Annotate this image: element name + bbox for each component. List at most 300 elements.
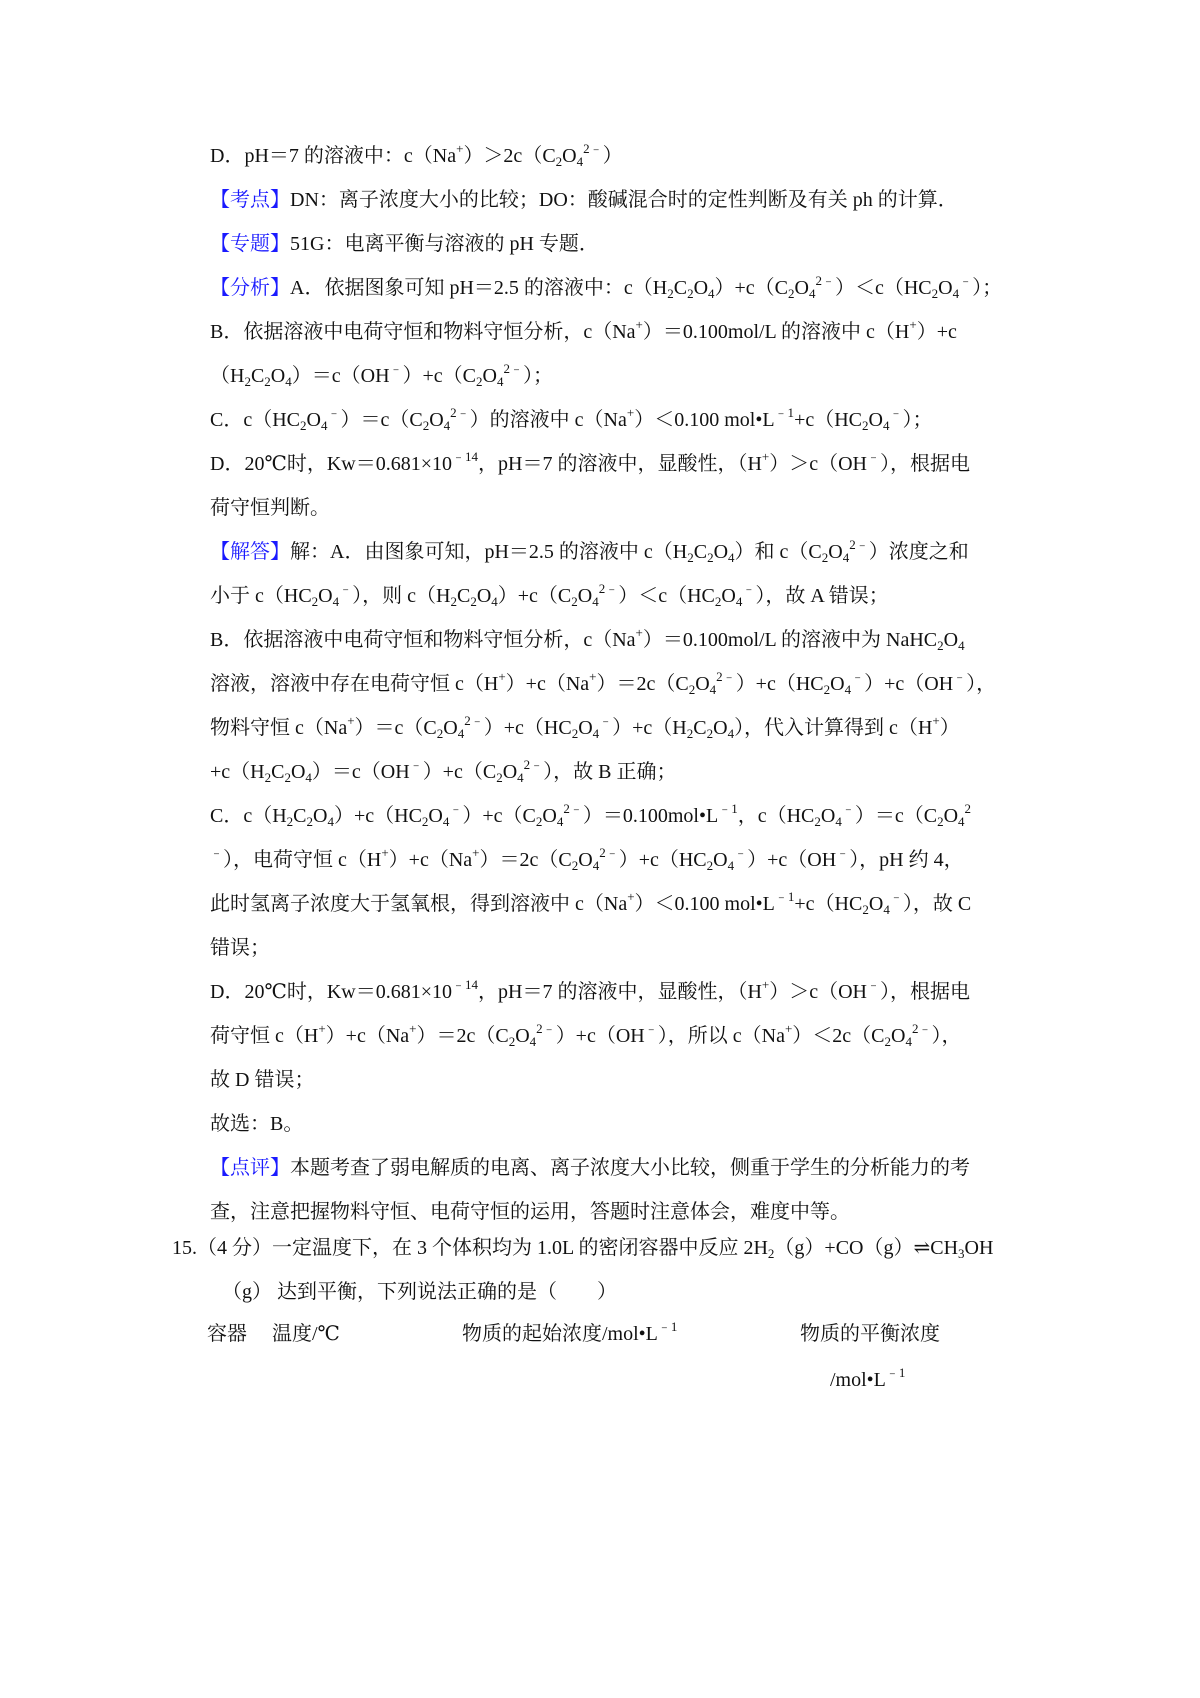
superscript: ﹣ — [599, 713, 613, 728]
line-answer — [210, 1110, 303, 1138]
text-run: O — [306, 409, 321, 431]
th-initial-conc-sup: ﹣1 — [657, 1319, 678, 1334]
superscript: + — [626, 405, 635, 420]
text-run: B．依据溶液中电荷守恒和物料守恒分析，c（Na — [210, 321, 636, 343]
text-run: 荷守恒判断。 — [210, 497, 330, 519]
text-run: 错误； — [210, 937, 270, 959]
line-zhuanti — [210, 230, 599, 258]
th-equilibrium-unit — [830, 1366, 905, 1394]
text-run: O — [290, 761, 306, 783]
section-tag: 【专题】 — [210, 233, 290, 255]
text-run: C — [673, 277, 688, 299]
subscript: 4 — [285, 374, 292, 389]
subscript: 4 — [835, 814, 842, 829]
subscript: 2 — [450, 594, 457, 609]
line-jieda-c1 — [210, 802, 971, 830]
text-run: ）+c（C — [402, 365, 477, 387]
subscript: 2 — [571, 858, 579, 873]
text-run: ）＝0.100mol•L — [582, 805, 719, 827]
text-run: O — [943, 629, 959, 651]
text-run: ）＜2c（C — [792, 1025, 885, 1047]
text-run: ）＝0.100mol/L 的溶液中 c（H — [642, 321, 910, 343]
subscript: 4 — [958, 814, 965, 829]
text-run: ）＝c（C — [340, 409, 423, 431]
subscript: 4 — [883, 902, 890, 917]
line-jieda-c4 — [210, 934, 270, 962]
superscript: ﹣ — [339, 581, 353, 596]
subscript: 2 — [421, 814, 429, 829]
text-run: O — [429, 409, 444, 431]
subscript: 2 — [571, 594, 578, 609]
text-run: D．pH＝7 的溶液中：c（Na — [210, 145, 457, 167]
subscript: 4 — [842, 550, 850, 565]
text-run: ），故 C — [902, 893, 972, 915]
th-temperature: 温度/℃ — [272, 1323, 340, 1345]
superscript: + — [627, 889, 635, 904]
superscript: ﹣1 — [774, 889, 795, 904]
subscript: 2 — [937, 638, 944, 653]
text-run: ），故 B 正确； — [543, 761, 677, 783]
text-run: C — [693, 541, 708, 563]
th-initial-conc-text: 物质的起始浓度/mol•L — [462, 1323, 658, 1345]
text-run: O — [868, 893, 884, 915]
line-dianping-1 — [210, 1154, 970, 1182]
text-run: ，pH＝7 的溶液中，显酸性，（H — [478, 453, 762, 475]
text-run: DN：离子浓度大小的比较；DO：酸碱混合时的定性判断及有关 ph 的计算． — [290, 189, 958, 211]
text-run: ）+c（Na — [388, 849, 473, 871]
subscript: 4 — [592, 858, 600, 873]
text-run: O — [578, 849, 593, 871]
subscript: 2 — [571, 726, 579, 741]
section-tag: 【分析】 — [210, 277, 290, 299]
text-run: ，pH＝7 的溶液中，显酸性，（H — [478, 981, 762, 1003]
superscript: ﹣ — [867, 977, 881, 992]
subscript: 4 — [844, 682, 852, 697]
subscript: 2 — [884, 1034, 892, 1049]
text-run: O — [476, 585, 492, 607]
text-run: 解：A．由图象可知，pH＝2.5 的溶液中 c（H — [290, 541, 688, 563]
subscript: 2 — [687, 286, 694, 301]
text-run: ）； — [523, 365, 553, 387]
text-run: C — [456, 585, 471, 607]
subscript: 4 — [305, 770, 312, 785]
text-run: ）＝2c（C — [596, 673, 689, 695]
text-run: 本题考查了弱电解质的电离、离子浓度大小比较，侧重于学生的分析能力的考 — [290, 1157, 970, 1179]
superscript: + — [635, 317, 643, 332]
superscript: ﹣ — [644, 1021, 658, 1036]
th-equilibrium-conc: 物质的平衡浓度 — [800, 1323, 940, 1345]
text-run: O — [938, 277, 953, 299]
superscript: 2﹣ — [599, 845, 619, 860]
subscript: 2 — [687, 550, 694, 565]
superscript: ﹣14 — [451, 977, 478, 992]
text-run: O — [318, 585, 333, 607]
text-run: ）＞c（OH — [769, 981, 867, 1003]
text-run: C — [250, 365, 265, 387]
text-run: ） — [939, 717, 960, 739]
superscript: 2﹣ — [563, 801, 583, 816]
text-run: 故选：B。 — [210, 1113, 304, 1135]
text-run: O — [578, 717, 593, 739]
text-run: ）＝0.100mol/L 的溶液中为 NaHC — [642, 629, 938, 651]
superscript: + — [347, 713, 355, 728]
subscript: 4 — [905, 1034, 912, 1049]
subscript: 2 — [264, 770, 272, 785]
subscript: 2 — [306, 814, 314, 829]
subscript: 2 — [688, 682, 696, 697]
subscript: 2 — [814, 814, 821, 829]
line-dianping-2 — [210, 1198, 850, 1226]
subscript: 4 — [728, 550, 735, 565]
superscript: + — [909, 317, 917, 332]
superscript: ﹣ — [742, 581, 756, 596]
superscript: + — [589, 669, 597, 684]
text-run: ），电荷守恒 c（H — [223, 849, 382, 871]
text-run: A．依据图象可知 pH＝2.5 的溶液中：c（H — [290, 277, 668, 299]
subscript: 2 — [788, 286, 795, 301]
superscript: ﹣1 — [774, 405, 795, 420]
line-jieda-d2 — [210, 1022, 961, 1050]
subscript: 2 — [667, 286, 674, 301]
text-run: ，c（HC — [737, 805, 815, 827]
text-run: ）+c（C — [422, 761, 497, 783]
line-jieda-b3 — [210, 714, 960, 742]
subscript: 2 — [436, 726, 444, 741]
text-run: ）+c（HC — [333, 805, 422, 827]
superscript: + — [381, 845, 389, 860]
superscript: ﹣ — [210, 845, 224, 860]
text-run: ）+c（Na — [325, 1025, 410, 1047]
text-run: O — [713, 849, 728, 871]
superscript: ﹣ — [449, 801, 463, 816]
text-run: ）＜c（HC — [618, 585, 715, 607]
subscript: 4 — [727, 726, 735, 741]
th-initial-conc — [462, 1320, 677, 1348]
subscript: 4 — [592, 726, 600, 741]
subscript: 2 — [767, 1246, 775, 1261]
text-run: O — [313, 805, 328, 827]
superscript: + — [472, 845, 480, 860]
subscript: 4 — [457, 726, 465, 741]
superscript: ﹣ — [851, 669, 865, 684]
text-run: ）＜0.100 mol•L — [634, 409, 775, 431]
section-tag: 【考点】 — [210, 189, 290, 211]
subscript: 4 — [496, 374, 504, 389]
subscript: 4 — [709, 682, 717, 697]
text-run: D．20℃时，Kw＝0.681×10 — [210, 453, 452, 475]
superscript: 2﹣ — [911, 1021, 932, 1036]
superscript: ﹣ — [409, 757, 423, 772]
text-run: 物料守恒 c（Na — [210, 717, 348, 739]
superscript: + — [784, 1021, 793, 1036]
superscript: + — [498, 669, 506, 684]
subscript: 4 — [576, 154, 584, 169]
th-equilibrium-unit-text: /mol•L — [830, 1369, 886, 1391]
text-run: ），根据电 — [880, 453, 971, 475]
line-jieda-c3 — [210, 890, 971, 918]
subscript: 4 — [327, 814, 334, 829]
superscript: 2﹣ — [716, 669, 736, 684]
superscript: + — [456, 141, 464, 156]
text-run: ）浓度之和 — [868, 541, 969, 563]
th-container: 容器 — [207, 1323, 247, 1345]
subscript: 4 — [529, 1034, 537, 1049]
superscript: + — [761, 449, 770, 464]
text-run: 溶液，溶液中存在电荷守恒 c（H — [210, 673, 499, 695]
text-run: ）； — [972, 277, 1003, 299]
text-run: ）＞2c（C — [463, 145, 556, 167]
line-fenxi-b1 — [210, 318, 957, 346]
superscript: 2﹣ — [815, 273, 835, 288]
text-run: ）； — [902, 409, 933, 431]
subscript: 4 — [332, 594, 340, 609]
subscript: 2 — [311, 594, 319, 609]
subscript: 2 — [535, 814, 543, 829]
superscript: 2﹣ — [464, 713, 484, 728]
line-jieda-d3 — [210, 1066, 314, 1094]
text-run: ）＝c（C — [354, 717, 437, 739]
section-tag: 【解答】 — [210, 541, 290, 563]
th-equilibrium-unit-sup: ﹣1 — [885, 1365, 906, 1380]
text-run: 此时氢离子浓度大于氢氧根，得到溶液中 c（Na — [210, 893, 628, 915]
text-run: ） — [602, 145, 623, 167]
superscript: 2﹣ — [523, 757, 544, 772]
text-run: ）+c（C — [462, 805, 536, 827]
text-run: O — [721, 585, 736, 607]
text-run: ），所以 c（Na — [657, 1025, 785, 1047]
subscript: 4 — [592, 594, 599, 609]
line-fenxi-d1 — [210, 450, 970, 478]
subscript: 4 — [808, 286, 816, 301]
superscript: 2﹣ — [450, 405, 470, 420]
text-run: O — [693, 277, 709, 299]
text-run: C — [293, 805, 307, 827]
line-q15-stem-2 — [222, 1278, 617, 1306]
superscript: ﹣ — [959, 273, 973, 288]
subscript: 4 — [735, 594, 743, 609]
text-run: C — [693, 717, 707, 739]
section-tag: 【点评】 — [210, 1157, 290, 1179]
subscript: 4 — [708, 286, 715, 301]
subscript: 2 — [937, 814, 944, 829]
line-jieda-b4 — [210, 758, 677, 786]
text-run: O — [891, 1025, 906, 1047]
text-run: ）＝c（C — [854, 805, 938, 827]
text-run: ）和 c（C — [734, 541, 822, 563]
text-run: OH — [964, 1237, 994, 1259]
text-run: O — [794, 277, 809, 299]
line-jieda-d1 — [210, 978, 970, 1006]
text-run: ）＜0.100 mol•L — [634, 893, 775, 915]
superscript: ﹣1 — [718, 801, 738, 816]
line-fenxi-a — [210, 274, 1002, 302]
text-run: ）＝c（OH — [311, 761, 410, 783]
text-run: O — [828, 541, 843, 563]
text-run: O — [502, 761, 518, 783]
text-run: O — [428, 805, 443, 827]
superscript: ﹣ — [867, 449, 881, 464]
text-run: O — [713, 717, 728, 739]
superscript: 2﹣ — [849, 537, 869, 552]
text-run: ）+c（HC — [618, 849, 707, 871]
superscript: ﹣14 — [451, 449, 478, 464]
line-q15-stem-1 — [172, 1234, 993, 1262]
line-jieda-b2 — [210, 670, 996, 698]
subscript: 2 — [476, 374, 483, 389]
superscript: + — [635, 625, 643, 640]
subscript: 3 — [958, 1246, 965, 1261]
subscript: 2 — [284, 770, 291, 785]
text-run: ）+c（C — [714, 277, 789, 299]
subscript: 2 — [862, 902, 869, 917]
line-jieda-a2 — [210, 582, 889, 610]
subscript: 2 — [244, 374, 251, 389]
superscript: ﹣ — [889, 889, 903, 904]
text-run: ）＝2c（C — [479, 849, 572, 871]
subscript: 2 — [496, 770, 503, 785]
text-run: ）+c（H — [612, 717, 687, 739]
line-jieda-a1 — [210, 538, 969, 566]
subscript: 4 — [443, 418, 451, 433]
subscript: 2 — [821, 550, 829, 565]
text-run: 15.（4 分）一定温度下，在 3 个体积均为 1.0L 的密闭容器中反应 2H — [172, 1237, 768, 1259]
superscript: + — [932, 713, 940, 728]
text-run: O — [542, 805, 557, 827]
text-run: 故 D 错误； — [210, 1069, 315, 1091]
text-run: ）+c（OH — [747, 849, 837, 871]
subscript: 2 — [264, 374, 271, 389]
text-run: O — [830, 673, 845, 695]
superscript: 2﹣ — [598, 581, 619, 596]
text-run: O — [820, 805, 836, 827]
text-run: O — [695, 673, 710, 695]
line-fenxi-d2 — [210, 494, 330, 522]
text-run: O — [270, 365, 286, 387]
text-run: ）+c（Na — [505, 673, 590, 695]
subscript: 2 — [931, 286, 939, 301]
text-run: D．20℃时，Kw＝0.681×10 — [210, 981, 452, 1003]
text-run: 51G：电离平衡与溶液的 pH 专题． — [290, 233, 599, 255]
text-run: ）+c（OH — [555, 1025, 645, 1047]
superscript: ﹣ — [841, 801, 855, 816]
text-run: （g） 达到平衡，下列说法正确的是（ ） — [222, 1281, 617, 1303]
text-run: 小于 c（HC — [210, 585, 312, 607]
text-run: ）+c（HC — [483, 717, 572, 739]
text-run: ）+c（HC — [735, 673, 824, 695]
text-run: ）＜c（HC — [834, 277, 932, 299]
superscript: 2﹣ — [503, 361, 523, 376]
subscript: 2 — [706, 858, 714, 873]
text-run: ）+c（OH — [864, 673, 954, 695]
text-run: ）， — [966, 673, 997, 695]
superscript: ﹣ — [836, 845, 850, 860]
text-run: ），根据电 — [880, 981, 971, 1003]
subscript: 2 — [862, 418, 869, 433]
text-run: O — [943, 805, 959, 827]
subscript: 2 — [286, 814, 294, 829]
text-run: O — [515, 1025, 530, 1047]
superscript: + — [761, 977, 770, 992]
subscript: 2 — [707, 550, 714, 565]
text-run: O — [562, 145, 577, 167]
text-run: （H — [210, 365, 245, 387]
text-run: +c（HC — [794, 409, 863, 431]
subscript: 2 — [422, 418, 430, 433]
text-run: 荷守恒 c（H — [210, 1025, 319, 1047]
subscript: 2 — [508, 1034, 516, 1049]
subscript: 2 — [470, 594, 477, 609]
text-run: C．c（H — [210, 805, 287, 827]
subscript: 2 — [300, 418, 307, 433]
text-run: C．c（HC — [210, 409, 300, 431]
text-run: O — [443, 717, 458, 739]
text-run: ）＝c（OH — [291, 365, 390, 387]
superscript: 2﹣ — [536, 1021, 556, 1036]
text-run: O — [868, 409, 883, 431]
subscript: 4 — [958, 638, 965, 653]
line-fenxi-c — [210, 406, 932, 434]
subscript: 2 — [555, 154, 563, 169]
line-fenxi-b2 — [210, 362, 553, 390]
subscript: 2 — [706, 726, 714, 741]
text-run: O — [482, 365, 497, 387]
superscript: ﹣ — [889, 405, 903, 420]
subscript: 4 — [952, 286, 960, 301]
subscript: 4 — [882, 418, 890, 433]
text-run: （g）+CO（g）⇌CH — [774, 1237, 959, 1259]
subscript: 2 — [686, 726, 694, 741]
text-run: ）＝2c（C — [416, 1025, 509, 1047]
line-kaodian — [210, 186, 958, 214]
superscript: ﹣ — [953, 669, 967, 684]
text-run: ）的溶液中 c（Na — [469, 409, 627, 431]
superscript: ﹣ — [389, 361, 403, 376]
text-run: ），则 c（H — [352, 585, 451, 607]
superscript: ﹣ — [734, 845, 748, 860]
text-run: +c（H — [210, 761, 265, 783]
line-jieda-b1 — [210, 626, 965, 654]
line-jieda-c2 — [210, 846, 964, 874]
text-run: ），故 A 错误； — [755, 585, 889, 607]
subscript: 2 — [823, 682, 831, 697]
subscript: 4 — [320, 418, 328, 433]
subscript: 4 — [727, 858, 735, 873]
text-run: O — [577, 585, 593, 607]
text-run: O — [713, 541, 729, 563]
superscript: 2﹣ — [583, 141, 603, 156]
subscript: 4 — [517, 770, 524, 785]
line-option-d-stem — [210, 142, 623, 170]
text-run: ）＞c（OH — [769, 453, 867, 475]
text-run: ），pH 约 4， — [849, 849, 964, 871]
text-run: ）+c — [916, 321, 957, 343]
subscript: 2 — [714, 594, 722, 609]
superscript: ﹣ — [327, 405, 341, 420]
subscript: 4 — [491, 594, 498, 609]
text-run: 查，注意把握物料守恒、电荷守恒的运用，答题时注意体会，难度中等。 — [210, 1201, 850, 1223]
text-run: ）， — [931, 1025, 962, 1047]
superscript: + — [318, 1021, 326, 1036]
text-run: ）+c（C — [497, 585, 572, 607]
superscript: 2 — [964, 801, 972, 816]
text-run: +c（HC — [794, 893, 863, 915]
text-run: B．依据溶液中电荷守恒和物料守恒分析，c（Na — [210, 629, 636, 651]
superscript: + — [409, 1021, 417, 1036]
subscript: 4 — [442, 814, 450, 829]
text-run: ），代入计算得到 c（H — [734, 717, 933, 739]
subscript: 4 — [556, 814, 564, 829]
text-run: C — [271, 761, 285, 783]
